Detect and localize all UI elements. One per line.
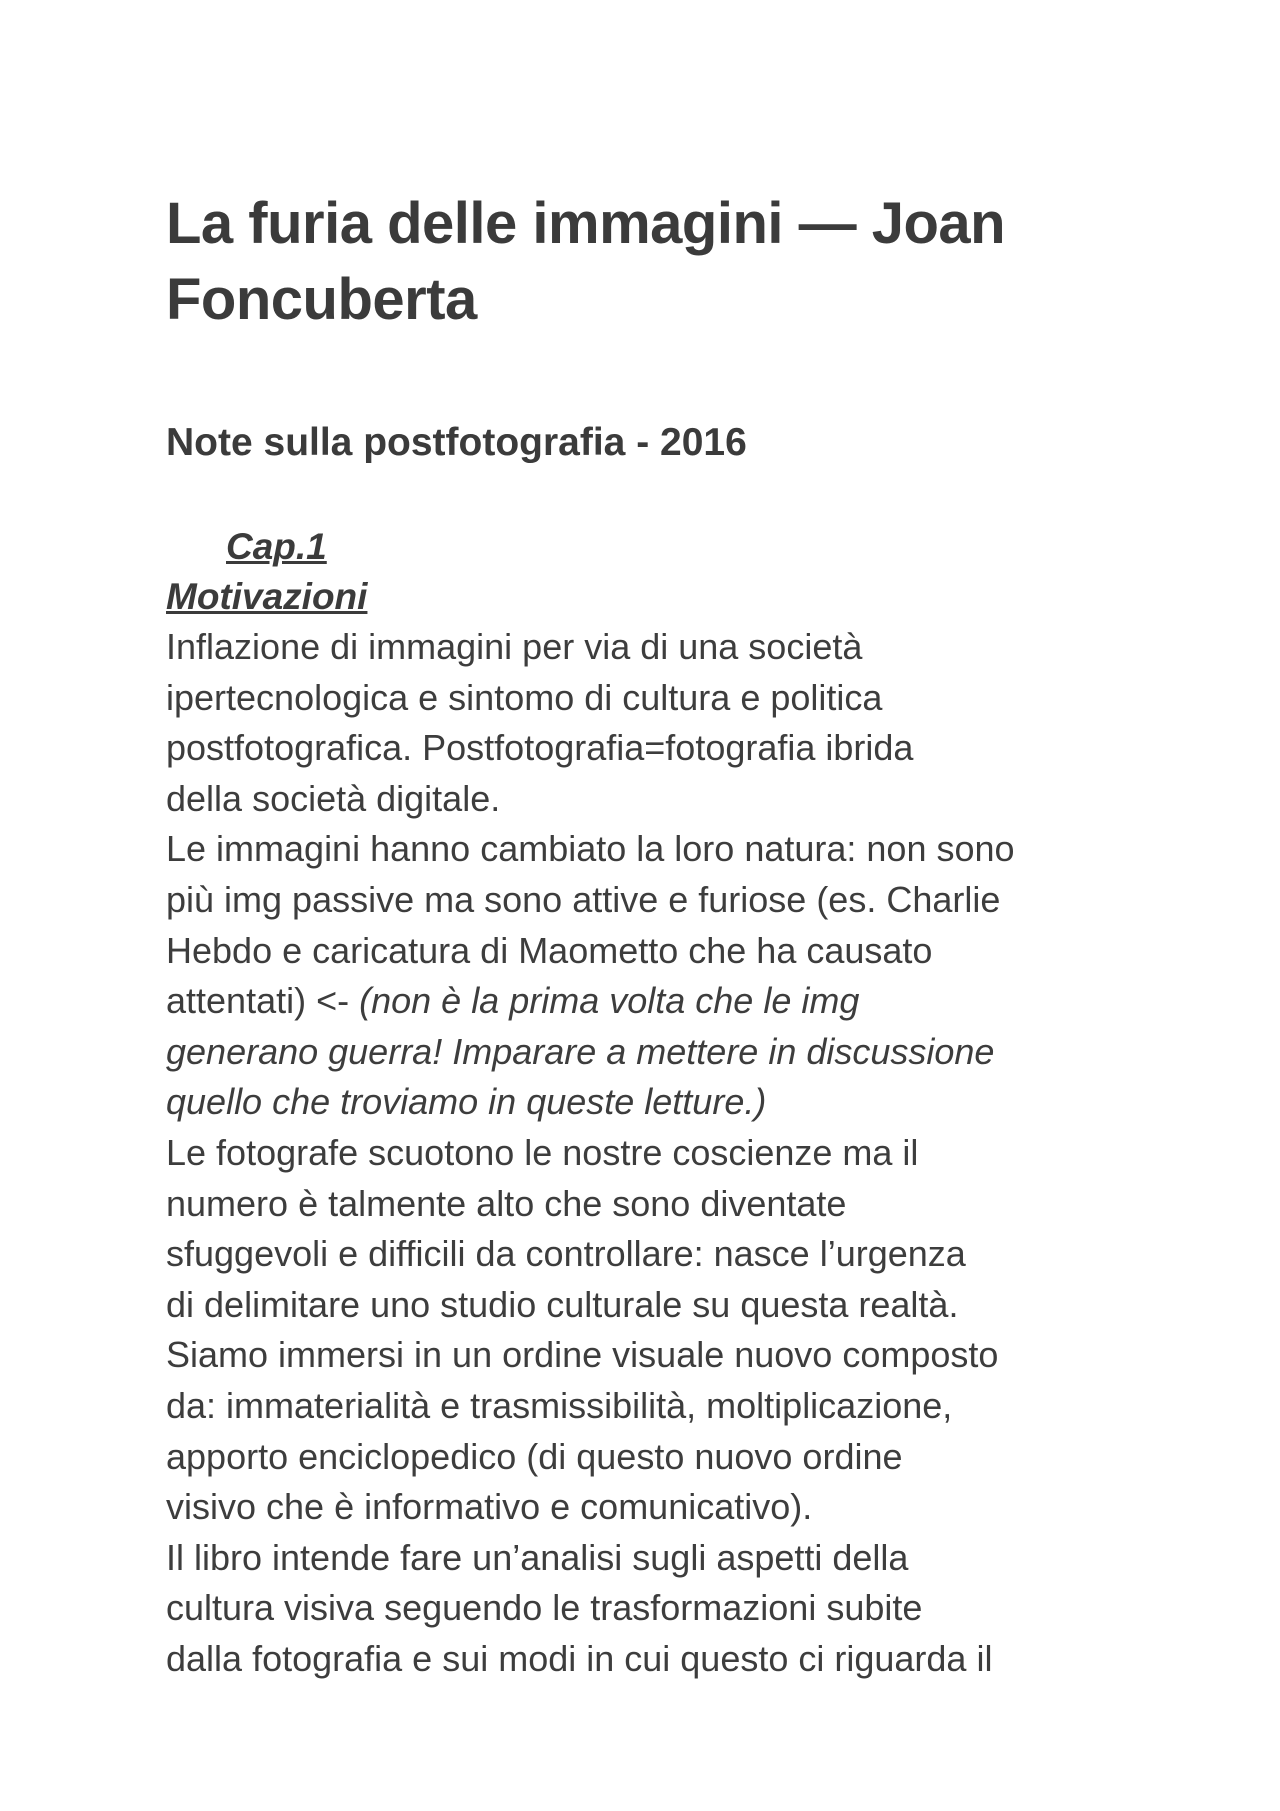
text-line: sfuggevoli e difficili da controllare: nasce l’urgenza	[166, 1233, 966, 1275]
text-line: di delimitare uno studio culturale su questa realtà.	[166, 1283, 959, 1325]
text-line: apporto enciclopedico (di questo nuovo ordine	[166, 1435, 903, 1477]
text-line: postfotografica. Postfotografia=fotografia ibrida	[166, 727, 914, 769]
note-page	[166, 186, 1126, 1684]
text-line: Le immagini hanno cambiato la loro natura: non sono	[166, 828, 1015, 870]
chapter-number: Cap.1	[226, 526, 327, 567]
chapter-title: Motivazioni	[166, 576, 368, 617]
text-segment: attentati) <-	[166, 980, 360, 1022]
text-line: Siamo immersi in un ordine visuale nuovo composto	[166, 1334, 999, 1376]
text-line-mixed	[166, 976, 1126, 1027]
italic-note: (non è la prima volta che le img	[359, 980, 860, 1022]
page-subtitle: Note sulla postfotografia - 2016	[166, 421, 747, 464]
italic-note-line: quello che troviamo in queste letture.)	[166, 1081, 767, 1123]
page-title	[166, 186, 1126, 338]
title-line-1: La furia delle immagini — Joan	[166, 191, 1006, 256]
text-line: ipertecnologica e sintomo di cultura e politica	[166, 676, 883, 718]
body-text	[166, 622, 1126, 1684]
text-line: cultura visiva seguendo le trasformazioni subite	[166, 1587, 923, 1629]
italic-note-line: generano guerra! Imparare a mettere in discussione	[166, 1030, 995, 1072]
text-line: visivo che è informativo e comunicativo).	[166, 1486, 813, 1528]
text-line: Il libro intende fare un’analisi sugli aspetti della	[166, 1536, 909, 1578]
title-line-2: Foncuberta	[166, 267, 477, 332]
text-line: della società digitale.	[166, 777, 501, 819]
text-line: numero è talmente alto che sono diventate	[166, 1182, 847, 1224]
text-line: Hebdo e caricatura di Maometto che ha causato	[166, 929, 933, 971]
text-line: Le fotografe scuotono le nostre coscienze ma il	[166, 1131, 919, 1173]
text-line: Inflazione di immagini per via di una società	[166, 626, 863, 667]
text-line: dalla fotografia e sui modi in cui questo ci riguarda il	[166, 1637, 993, 1679]
text-line: da: immaterialità e trasmissibilità, moltiplicazione,	[166, 1384, 953, 1426]
text-line: più img passive ma sono attive e furiose (es. Charlie	[166, 878, 1001, 920]
